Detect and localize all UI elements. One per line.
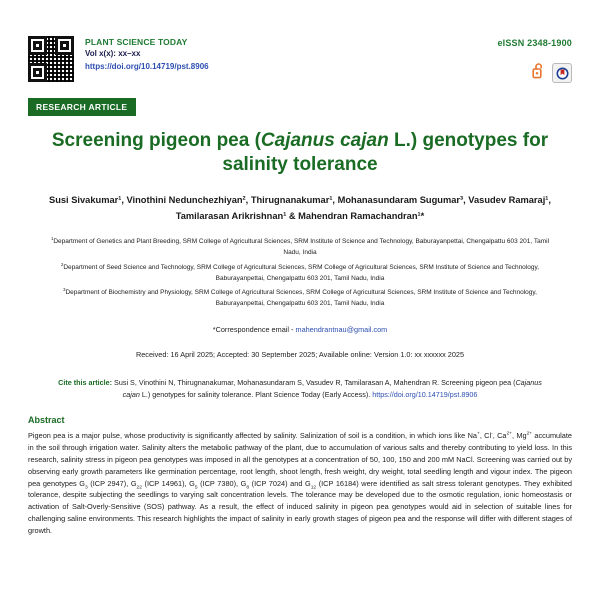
crossmark-badge-icon[interactable] bbox=[552, 63, 572, 83]
ion-calcium-charge: 2+ bbox=[506, 431, 513, 437]
ion-chloride-charge: - bbox=[491, 431, 493, 437]
cite-this-article-label: Cite this article: bbox=[58, 378, 113, 388]
affiliation-text: Department of Seed Science and Technology, SRM College of Agricultural Sciences, SRM College of Agricultural Sciences, SRM Institute of Science and Technology, Baburayanpettai, Chengalpattu 603 201, Tamil Nadu, India bbox=[63, 263, 540, 282]
affiliation-item bbox=[44, 287, 556, 309]
affiliation-item bbox=[44, 236, 556, 258]
title-text-pre: Screening pigeon pea ( bbox=[51, 130, 261, 151]
affiliation-marker: 2 bbox=[60, 261, 64, 267]
abstract-seg-6: (ICP 2947), G bbox=[87, 478, 137, 488]
abstract-seg-8: (ICP 7380), G bbox=[197, 478, 247, 488]
ion-sodium-charge: + bbox=[476, 431, 480, 437]
citation-tail: L.) genotypes for salinity tolerance. Plant Science Today (Early Access). bbox=[139, 390, 373, 400]
author-line-1: Susi Sivakumar¹, Vinothini Nedunchezhiyan², Thirugnanakumar¹, Mohanasundaram Sugumar³, Vasudev Ramaraj¹, bbox=[49, 194, 551, 205]
affiliation-item bbox=[44, 262, 556, 284]
masthead bbox=[28, 0, 572, 84]
abstract-seg-1: Pigeon pea is a major pulse, whose productivity is significantly affected by salinity. Salinization of soil is a condition, in which ions like Na bbox=[28, 430, 477, 440]
abstract-text bbox=[28, 430, 572, 537]
publication-dates: Received: 16 April 2025; Accepted: 30 September 2025; Available online: Version 1.0: xx xxxxxx 2025 bbox=[135, 350, 465, 360]
article-type-badge: RESEARCH ARTICLE bbox=[28, 98, 136, 116]
genotype-subscript-g12: 12 bbox=[310, 484, 317, 490]
masthead-left bbox=[28, 36, 209, 82]
journal-name: PLANT SCIENCE TODAY bbox=[85, 37, 188, 47]
abstract-seg-10: (ICP 16184) were identified as salt stress tolerant genotypes. They exhibited tolerance, despite subjecting the seedlings to varying salt concentration levels. The tolerance may be developed due to the osmotic regulation, ionic homeostasis or activation of Salt-Overly-Sensitive (SOS) pathway. As a result, the effect of induced salinity in pigeon pea genotypes would aid in selection of suitable lines for challenging saline environments. This research highlights the impact of salinity in early growth stages of pigeon pea and the response will differ with different stages of growth. bbox=[28, 478, 572, 536]
journal-doi-link[interactable]: https://doi.org/10.14719/pst.8906 bbox=[85, 62, 209, 72]
affiliation-text: Department of Genetics and Plant Breeding, SRM College of Agricultural Sciences, SRM Institute of Science and Technology, Baburayanpettai, Chengalpattu 603 201, Tamil Nadu, India bbox=[53, 238, 550, 257]
genotype-subscript-g3: 3 bbox=[85, 484, 88, 490]
genotype-subscript-g5: 5 bbox=[194, 484, 198, 490]
masthead-right bbox=[497, 36, 572, 84]
author-list bbox=[42, 192, 558, 225]
affiliation-text: Department of Biochemistry and Physiology, SRM College of Agricultural Sciences, SRM College of Agricultural Sciences, SRM Institute of Science and Technology, Baburayanpettai, Chengalpattu 603 201, Tamil Nadu, India bbox=[65, 288, 537, 308]
abstract-seg-4: , Mg bbox=[512, 430, 527, 440]
eissn-label: eISSN 2348-1900 bbox=[497, 38, 572, 48]
title-text-post: L.) genotypes for salinity tolerance bbox=[222, 130, 549, 176]
abstract-seg-2: , Cl bbox=[479, 430, 492, 440]
citation-species-italic: Cajanus cajan bbox=[122, 378, 542, 400]
correspondence-label: *Correspondence email - bbox=[212, 325, 296, 335]
abstract-heading: Abstract bbox=[28, 414, 65, 425]
abstract-seg-9: (ICP 7024) and G bbox=[249, 478, 311, 488]
correspondence-line bbox=[28, 325, 572, 334]
genotype-subscript-g8: 8 bbox=[246, 484, 250, 490]
journal-info bbox=[85, 36, 209, 73]
genotype-subscript-g22: 22 bbox=[136, 484, 142, 490]
citation-block bbox=[50, 377, 550, 401]
abstract-seg-5: accumulate in the soil through irrigation water. Salinity alters the metabolic pathway of the plant, due to accumulation of various salts and thereby contributing to yield loss. In this research, salinity stress in pigeon pea genotypes was imposed in all the genotypes at a concentration of 50, 100, 150 and 200 mM NaCl. Screening was carried out by observing early growth parameters like germination percentage, root length, shoot length, fresh weight, dry weight, total seedling length and vigour index. The pigeon pea genotypes G bbox=[28, 430, 572, 488]
affiliation-marker: 1 bbox=[50, 236, 54, 241]
citation-doi-link[interactable]: https://doi.org/10.14719/pst.8906 bbox=[372, 390, 478, 400]
page-title bbox=[38, 129, 562, 178]
journal-volume: Vol x(x): xx–xx bbox=[85, 49, 141, 59]
badge-group bbox=[497, 62, 572, 84]
title-species-italic: Cajanus cajan bbox=[260, 130, 389, 151]
correspondence-email-link[interactable]: mahendrantnau@gmail.com bbox=[295, 325, 388, 335]
qr-code-icon bbox=[28, 36, 74, 82]
citation-authors: Susi S, Vinothini N, Thirugnanakumar, Mohanasundaram S, Vasudev R, Tamilarasan A, Mahendran R. Screening pigeon pea ( bbox=[112, 378, 516, 388]
affiliation-marker: 3 bbox=[63, 286, 66, 292]
author-line-2: Tamilarasan Arikrishnan¹ & Mahendran Ramachandran¹* bbox=[175, 210, 425, 221]
ion-magnesium-charge: 2+ bbox=[526, 431, 533, 437]
abstract-seg-3: , Ca bbox=[492, 430, 507, 440]
abstract-seg-7: (ICP 14961), G bbox=[141, 478, 195, 488]
open-access-lock-icon[interactable] bbox=[532, 62, 545, 84]
affiliation-list bbox=[44, 236, 556, 309]
